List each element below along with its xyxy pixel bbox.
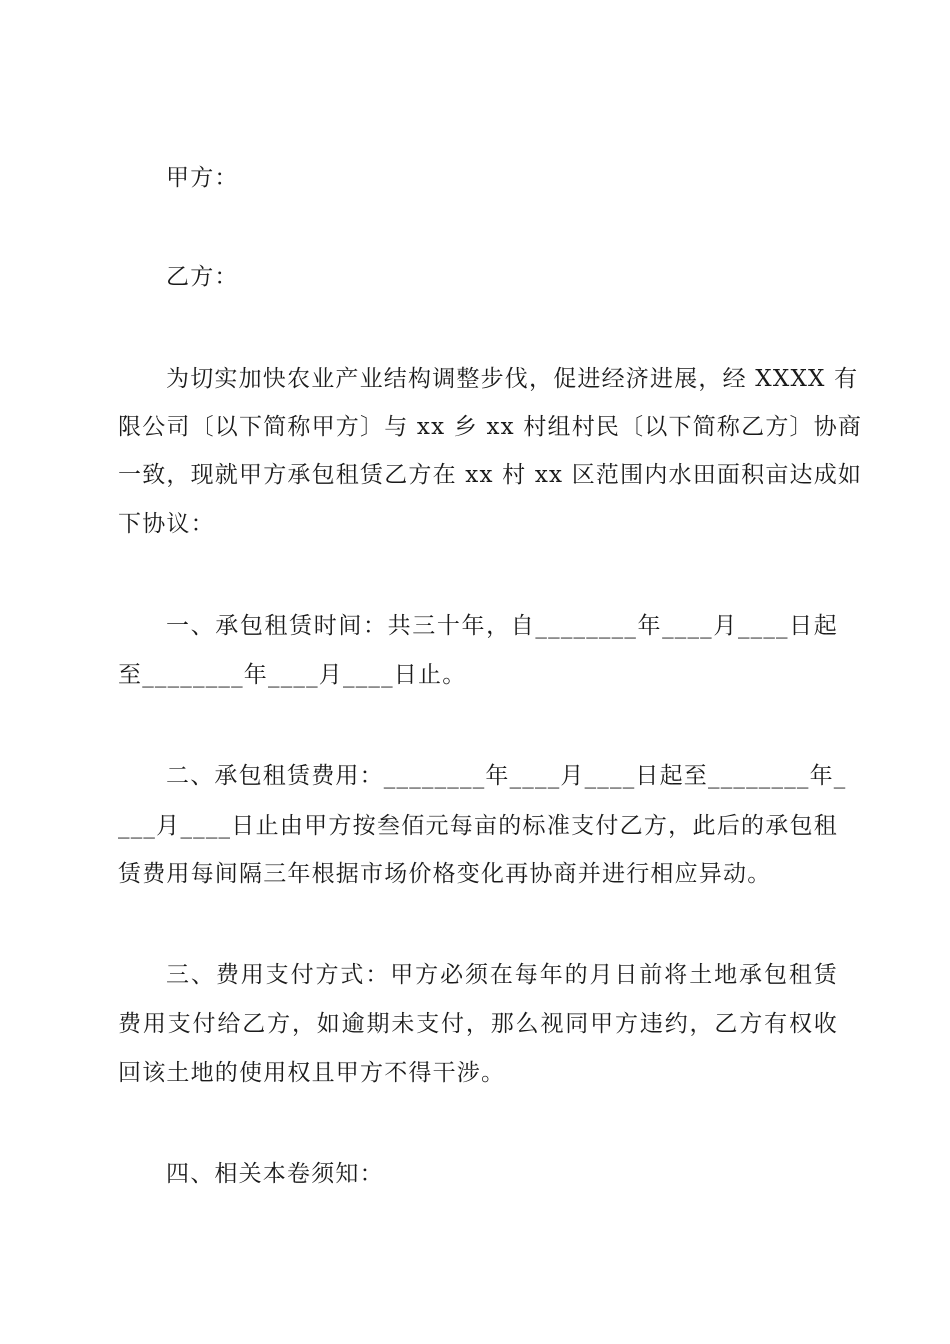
paragraph-line: 三、费用支付方式：甲方必须在每年的月日前将土地承包租赁 [166,962,838,988]
paragraph-line: 回该土地的使用权且甲方不得干涉。 [118,1060,506,1086]
paragraph-line: 限公司〔以下简称甲方〕与 xx 乡 xx 村组村民〔以下简称乙方〕协商 [118,414,863,440]
party-b-label: 乙方： [166,264,239,290]
paragraph-line: 费用支付给乙方，如逾期未支付，那么视同甲方违约，乙方有权收 [118,1011,838,1037]
paragraph-line: 至________年____月____日止。 [118,662,467,688]
clause-4-title: 四、相关本卷须知： [166,1161,384,1187]
paragraph-line: 一、承包租赁时间：共三十年，自________年____月____日起 [166,613,838,639]
paragraph-line: ___月____日止由甲方按叁佰元每亩的标准支付乙方，此后的承包租 [118,813,838,839]
paragraph-line: 二、承包租赁费用：________年____月____日起至________年_ [166,763,847,789]
party-a-label: 甲方： [166,165,239,191]
paragraph-line: 下协议： [118,511,215,537]
paragraph-line: 赁费用每间隔三年根据市场价格变化再协商并进行相应异动。 [118,861,772,887]
paragraph-line: 一致，现就甲方承包租赁乙方在 xx 村 xx 区范围内水田面积亩达成如 [118,462,863,488]
paragraph-line: 为切实加快农业产业结构调整步伐，促进经济进展，经 XXXX 有 [166,366,859,392]
